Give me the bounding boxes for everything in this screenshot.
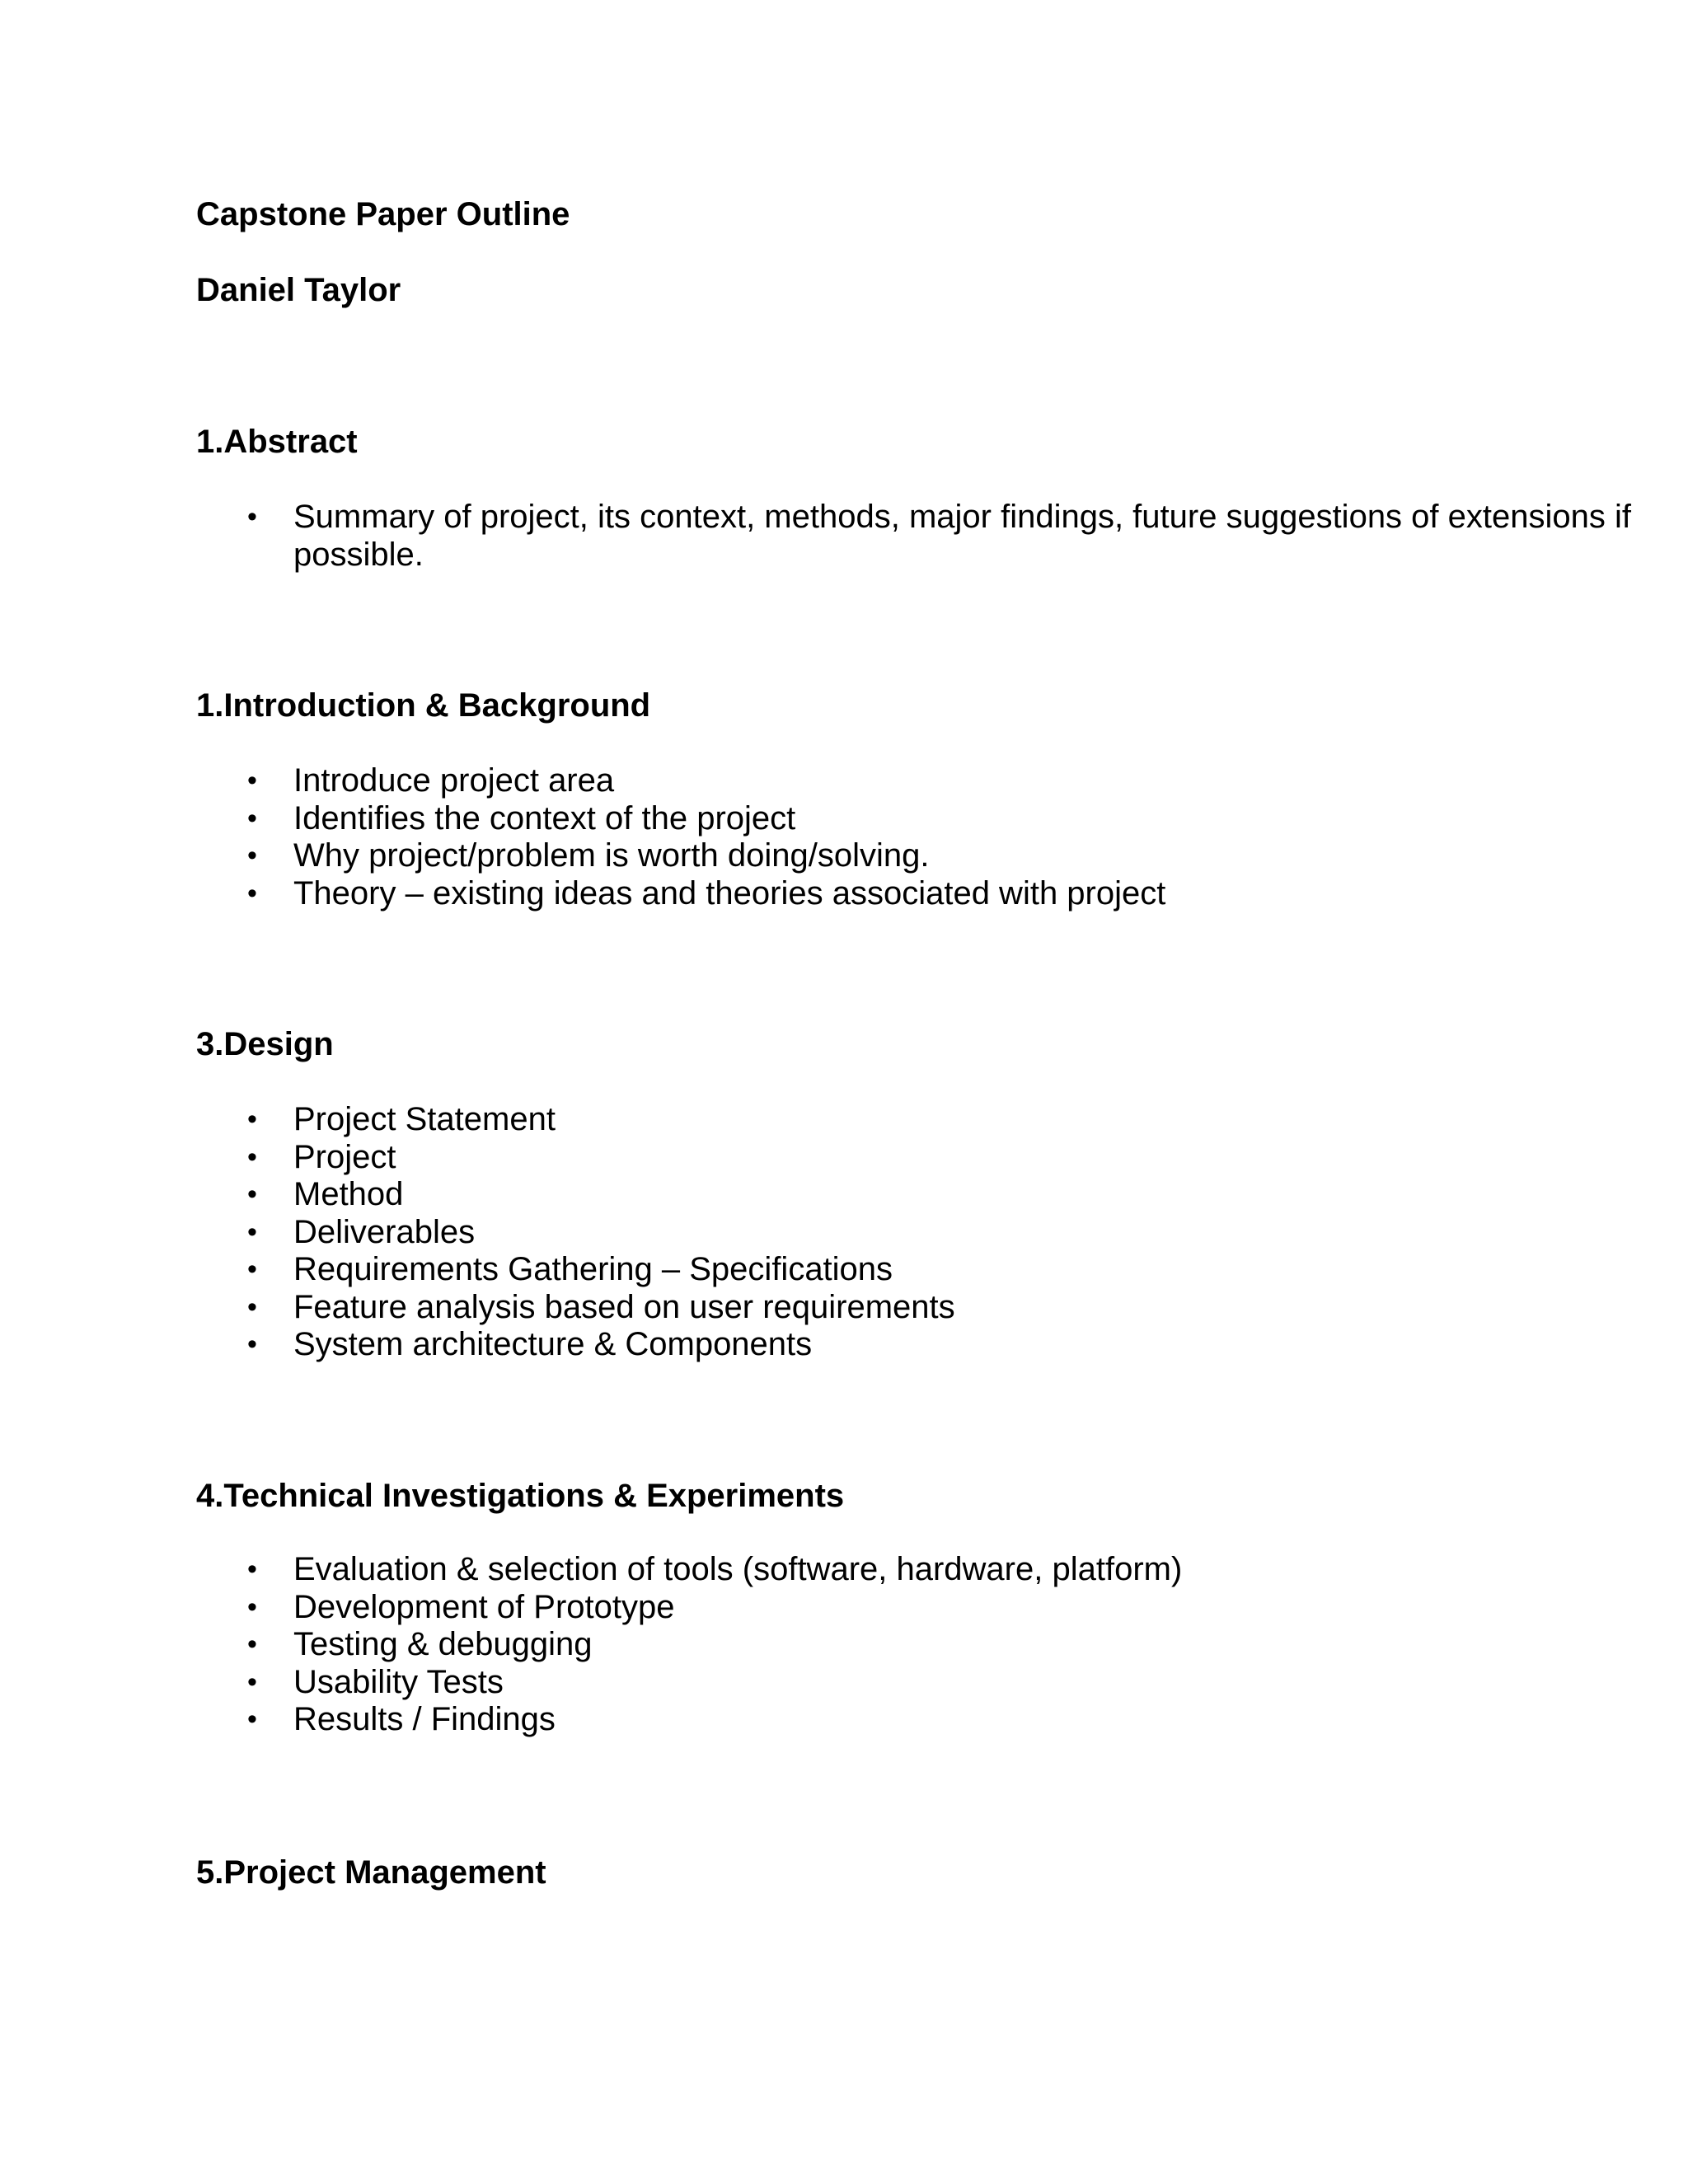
bullet-icon: • [247,501,257,532]
section-heading-design: 3.Design [196,1026,334,1062]
introduction-bullet-list [196,762,1515,912]
list-item [196,1326,1515,1364]
document-author: Daniel Taylor [196,272,401,308]
list-item-text: Project Statement [293,1101,556,1137]
list-item [196,1589,1515,1627]
bullet-icon: • [247,840,257,871]
bullet-icon: • [247,877,257,909]
bullet-icon: • [247,1629,257,1660]
list-item-text: Usability Tests [293,1663,504,1700]
section-heading-abstract: 1.Abstract [196,424,358,460]
bullet-icon: • [247,1554,257,1585]
list-item [196,1551,1515,1589]
list-item [196,1626,1515,1664]
list-item-text: Deliverables [293,1213,476,1250]
list-item-text: Identifies the context of the project [293,799,796,837]
list-item-text: Theory – existing ideas and theories associated with project [293,874,1166,912]
list-item [196,1664,1515,1702]
section-heading-technical-investigations: 4.Technical Investigations & Experiments [196,1478,845,1514]
design-bullet-list [196,1101,1515,1364]
bullet-icon: • [247,1141,257,1173]
list-item-text: Feature analysis based on user requirements [293,1288,955,1325]
list-item [196,1251,1515,1289]
bullet-icon: • [247,1104,257,1135]
list-item [196,499,1645,574]
list-item-text: Testing & debugging [293,1626,593,1662]
list-item [196,1701,1515,1739]
list-item [196,1214,1515,1252]
list-item-text: Results / Findings [293,1701,556,1737]
list-item [196,837,1515,875]
bullet-icon: • [247,1704,257,1735]
list-item [196,875,1515,913]
list-item [196,1176,1515,1214]
bullet-icon: • [247,1216,257,1248]
list-item-text: Project [293,1138,396,1175]
bullet-icon: • [247,765,257,796]
list-item [196,762,1515,800]
bullet-icon: • [247,1179,257,1210]
technical-bullet-list [196,1551,1515,1739]
bullet-icon: • [247,1329,257,1360]
list-item [196,1139,1515,1177]
list-item-text: Introduce project area [293,762,615,799]
list-item-text: Summary of project, its context, methods, major findings, future suggestions of extensions if possible. [293,499,1631,573]
list-item-text: Evaluation & selection of tools (software, hardware, platform) [293,1551,1183,1587]
section-heading-introduction: 1.Introduction & Background [196,687,651,724]
list-item [196,1289,1515,1327]
bullet-icon: • [247,1254,257,1285]
list-item-text: Why project/problem is worth doing/solving. [293,837,930,874]
bullet-icon: • [247,1591,257,1623]
list-item-text: Development of Prototype [293,1588,675,1625]
list-item [196,800,1515,838]
bullet-icon: • [247,1666,257,1698]
bullet-icon: • [247,802,257,834]
list-item-text: Requirements Gathering – Specifications [293,1251,893,1287]
list-item-text: System architecture & Components [293,1326,813,1362]
list-item-text: Method [293,1176,404,1212]
section-heading-project-management: 5.Project Management [196,1854,546,1891]
document-title: Capstone Paper Outline [196,196,570,232]
list-item [196,1101,1515,1139]
abstract-bullet-list [196,499,1631,574]
bullet-icon: • [247,1291,257,1323]
